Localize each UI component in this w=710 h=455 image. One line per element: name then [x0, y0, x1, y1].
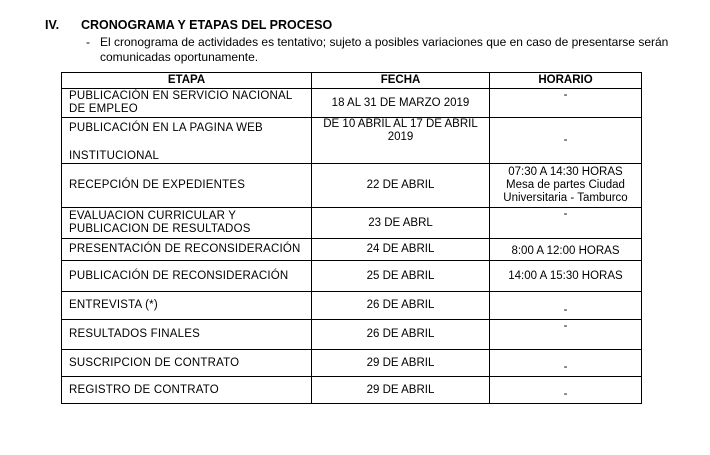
etapa-cell	[62, 118, 312, 164]
horario-cell: 8:00 A 12:00 HORAS	[490, 239, 642, 261]
fecha-cell: 29 DE ABRIL	[312, 377, 490, 404]
header-horario: HORARIO	[490, 73, 642, 89]
note-bullet: -	[86, 35, 90, 49]
table-row	[62, 118, 642, 164]
table-row	[62, 292, 642, 320]
table-row	[62, 320, 642, 350]
horario-cell: -	[490, 118, 642, 164]
etapa-line-2: INSTITUCIONAL	[69, 150, 160, 162]
horario-cell: 14:00 A 15:30 HORAS	[490, 261, 642, 292]
etapa-line-1: PUBLICACIÓN EN LA PAGINA WEB	[69, 122, 263, 134]
horario-cell: -	[490, 350, 642, 377]
etapa-cell: RECEPCIÓN DE EXPEDIENTES	[62, 164, 312, 208]
horario-cell: -	[490, 377, 642, 404]
etapa-cell: ENTREVISTA (*)	[62, 292, 312, 320]
fecha-cell: 29 DE ABRIL	[312, 350, 490, 377]
horario-cell: -	[490, 292, 642, 320]
section-title: CRONOGRAMA Y ETAPAS DEL PROCESO	[81, 18, 333, 32]
horario-cell: -	[490, 320, 642, 350]
header-fecha: FECHA	[312, 73, 490, 89]
table-row	[62, 164, 642, 208]
etapa-cell: PUBLICACIÓN DE RECONSIDERACIÓN	[62, 261, 312, 292]
section-number: IV.	[45, 18, 60, 32]
table-row	[62, 377, 642, 404]
fecha-cell: 18 AL 31 DE MARZO 2019	[312, 89, 490, 118]
horario-cell	[490, 164, 642, 208]
fecha-cell: 26 DE ABRIL	[312, 320, 490, 350]
etapa-cell: RESULTADOS FINALES	[62, 320, 312, 350]
section-heading	[45, 18, 332, 32]
note-text: El cronograma de actividades es tentativo; sujeto a posibles variaciones que en caso de presentarse serán comunicadas oportunamente.	[100, 35, 669, 64]
fecha-cell: 26 DE ABRIL	[312, 292, 490, 320]
fecha-cell: 24 DE ABRIL	[312, 239, 490, 261]
horario-cell: -	[490, 208, 642, 239]
table-row	[62, 89, 642, 118]
schedule-table	[61, 72, 642, 404]
etapa-cell: PRESENTACIÓN DE RECONSIDERACIÓN	[62, 239, 312, 261]
table-row	[62, 239, 642, 261]
horario-cell: -	[490, 89, 642, 118]
fecha-cell: 22 DE ABRIL	[312, 164, 490, 208]
fecha-cell: 25 DE ABRIL	[312, 261, 490, 292]
etapa-cell: EVALUACION CURRICULAR Y PUBLICACION DE RESULTADOS	[62, 208, 312, 239]
horario-line-1: 07:30 A 14:30 HORAS	[508, 166, 623, 178]
schedule-note	[86, 35, 686, 65]
table-row	[62, 261, 642, 292]
horario-line-3: Universitaria - Tamburco	[503, 192, 628, 204]
etapa-cell: REGISTRO DE CONTRATO	[62, 377, 312, 404]
fecha-cell: 23 DE ABRL	[312, 208, 490, 239]
table-row	[62, 350, 642, 377]
fecha-cell: DE 10 ABRIL AL 17 DE ABRIL 2019	[312, 118, 490, 164]
table-row	[62, 208, 642, 239]
table-header-row	[62, 73, 642, 89]
etapa-cell: SUSCRIPCION DE CONTRATO	[62, 350, 312, 377]
etapa-cell: PUBLICACIÓN EN SERVICIO NACIONAL DE EMPLEO	[62, 89, 312, 118]
header-etapa: ETAPA	[62, 73, 312, 89]
horario-line-2: Mesa de partes Ciudad	[506, 179, 625, 191]
